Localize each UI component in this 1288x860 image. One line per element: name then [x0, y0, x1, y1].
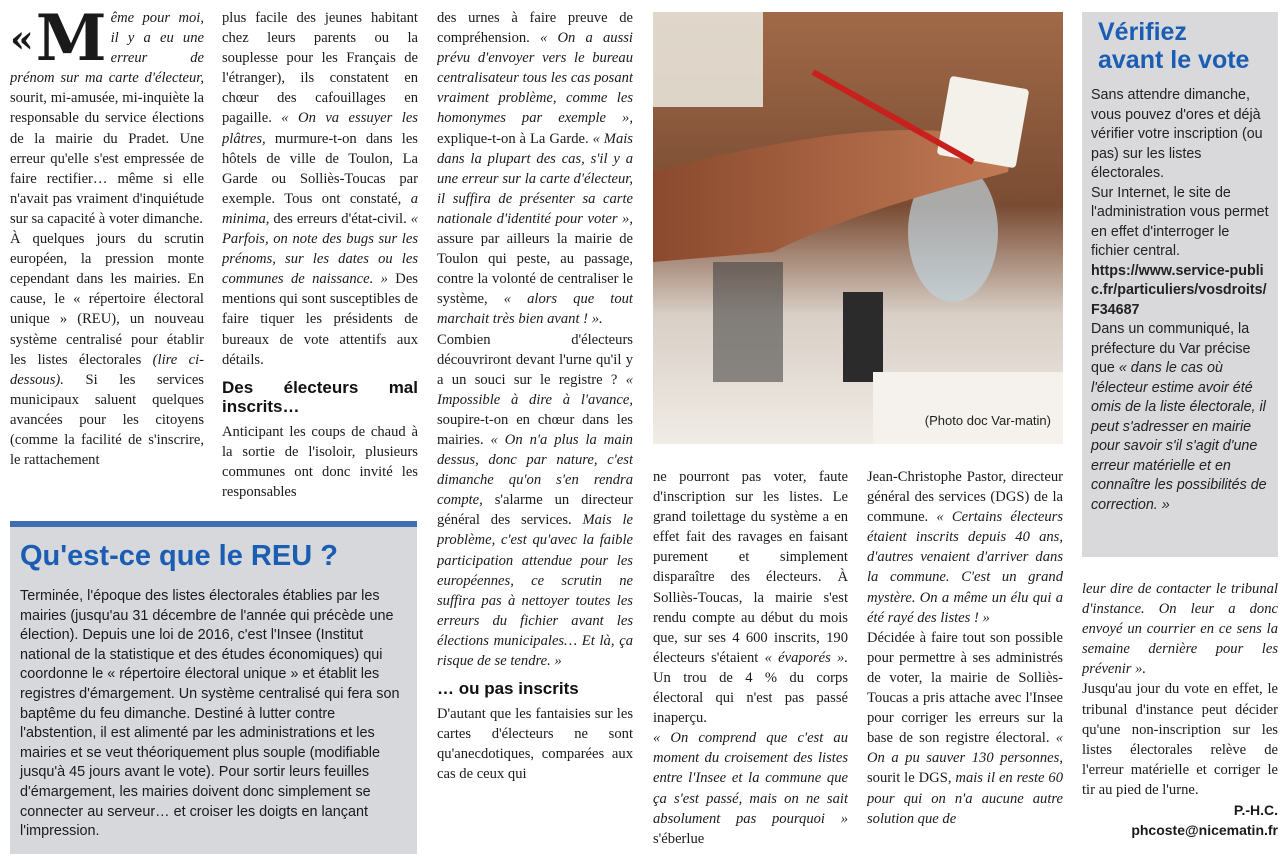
paragraph: Décidée à faire tout son possible pour permettre à ses administrés de voter, la mairie de Solliès-Toucas a pris attache avec l'Insee pour corriger les erreurs sur la base de son registre électoral. « On a pu sauver 130 personnes, sourit le DGS, mais il en reste 60 pour qui on n'a aucune autre solution que de — [867, 629, 1063, 827]
paragraph: Jusqu'au jour du vote en effet, le tribunal d'instance peut décider qu'une non-inscription sur les listes électorales relève de l'erreur matérielle et corriger le tir au pied de l'urne. — [1082, 681, 1278, 798]
subheading: Des électeurs mal inscrits… — [222, 377, 418, 416]
photo-credit: (Photo doc Var-matin) — [924, 413, 1051, 428]
author-initials: P.-H.C. — [1233, 802, 1278, 819]
paragraph: Anticipant les coups de chaud à la sortie de l'isoloir, plusieurs communes ont donc invité les responsables — [222, 423, 418, 500]
article-column-4 — [653, 467, 848, 857]
reu-box-body: Terminée, l'époque des listes électorales établies par les mairies (jusqu'au 31 décembre de l'année qui précède une élection). Depuis une loi de 2016, c'est l'Insee (Institut national de la statistique et des études économiques) qui coordonne le « répertoire électoral unique » et établit les registres d'émargement. Un système centralisé qui fera son baptême du feu dimanche. Destiné à lutter contre l'abstention, il est alimenté par les administrations et les mairies et se veut théoriquement plus souple (modifiable jusqu'à 45 jours avant le vote). Pour sortir leurs feuilles d'émargement, les mairies doivent donc simplement se connecter au serveur… et croiser les doigts en lançant l'impression. — [20, 588, 400, 840]
paragraph: Sur Internet, le site de l'administration vous permet en effet d'interroger le fichier central. — [1091, 184, 1269, 259]
reu-explainer-box — [10, 521, 417, 854]
paragraph: Jean-Christophe Pastor, directeur général des services (DGS) de la commune. « Certains électeurs étaient inscrits depuis 40 ans, d'autres venaient d'arriver dans la commune. C'est un grand mystère. On a même un élu qui a été rayé des listes ! » — [867, 469, 1063, 626]
paragraph: ême pour moi, il y a eu une erreur de prénom sur ma carte d'électeur, sourit, mi-amusée, mi-inquiète la responsable du service élections de la mairie du Pradet. Une erreur qu'elle s'est empressée de faire rectifier… même si elle n'avait pas vraiment d'inquiétude sur sa capacité à voter dimanche. — [10, 10, 204, 227]
article-column-1 — [10, 8, 204, 508]
paragraph: Combien d'électeurs découvriront devant l'urne qu'il y a un souci sur le registre ? « Impossible à dire à l'avance, soupire-t-on en chœur dans les mairies. « On n'a plus la main dessus, donc par nature, c'est dimanche qu'on s'en rendra compte, s'alarme un directeur général des services. Mais le problème, c'est qu'avec la faible participation attendue pour les européennes, ce scrutin ne suffira pas à nettoyer toutes les erreurs du fichier avant les élections municipales… Et là, ça risque de se tendre. » — [437, 331, 633, 669]
paragraph: « On comprend que c'est au moment du croisement des listes entre l'Insee et la commune que ça s'est passé, mais on ne sait absolument pas pourquoi » s'éberlue — [653, 730, 848, 847]
author-email[interactable]: phcoste@nicematin.fr — [1131, 822, 1278, 839]
verify-sidebar-box — [1082, 12, 1278, 557]
article-column-3 — [437, 8, 633, 856]
verify-box-body — [1082, 80, 1278, 515]
paragraph: Dans un communiqué, la préfecture du Var précise que « dans le cas où l'électeur estime avoir été omis de la liste électorale, il peut s'adresser en mairie pour savoir s'il s'agit d'une erreur matérielle et en connaître les possibilités de correction. » — [1091, 321, 1267, 513]
article-column-6 — [1082, 579, 1278, 857]
service-public-link[interactable]: https://www.service-public.fr/particuliers/vosdroits/F34687 — [1091, 262, 1267, 318]
voting-photo-illustration — [653, 12, 1063, 444]
drop-cap: «M — [10, 8, 107, 76]
reu-box-title: Qu'est-ce que le REU ? — [20, 540, 338, 572]
paragraph: Sans attendre dimanche, vous pouvez d'ores et déjà vérifier votre inscription (ou pas) sur les listes électorales. — [1091, 87, 1263, 181]
article-column-2 — [222, 8, 418, 508]
paragraph: ne pourront pas voter, faute d'inscription sur les listes. Le grand toilettage du système a en effet fait des ravages en faisant purement et simplement disparaître des électeurs. À Solliès-Toucas, la mairie s'est rendu compte au début du mois que, sur ses 4 600 inscrits, 190 électeurs s'étaient « évaporés ». Un trou de 4 % du corps électoral qui n'est pas passé inaperçu. — [653, 469, 848, 727]
subheading: … ou pas inscrits — [437, 679, 579, 699]
paragraph: leur dire de contacter le tribunal d'instance. On leur a donc envoyé un courrier en ce sens la semaine dernière pour les prévenir ». — [1082, 581, 1278, 678]
paragraph: À quelques jours du scrutin européen, la pression monte cependant dans les mairies. En cause, le « répertoire électoral unique » (REU), un nouveau système centralisé pour établir les listes électorales (lire ci-dessous). Si les services municipaux saluent quelques avancées pour les citoyens (comme la facilité de s'inscrire, le rattachement — [10, 231, 204, 469]
paragraph: D'autant que les fantaisies sur les cartes d'électeurs ne sont qu'anecdotiques, comparées aux cas de ceux qui — [437, 706, 633, 783]
paragraph: plus facile des jeunes habitant chez leurs parents ou la souplesse pour les Français de l'étranger), ils constatent en chœur des cafouillages en pagaille. « On va essuyer les plâtres, murmure-t-on dans les hôtels de ville de Toulon, La Garde ou Solliès-Toucas par exemple. Tous ont constaté, a minima, des erreurs d'état-civil. « Parfois, on note des bugs sur les prénoms, sur les dates ou les communes de naissance. » Des mentions qui sont susceptibles de faire tiquer les présidents de bureaux de vote attentifs aux détails. — [222, 10, 418, 368]
article-photo — [653, 12, 1063, 444]
article-column-5 — [867, 467, 1063, 857]
verify-box-title: Vérifiez avant le vote — [1098, 18, 1250, 74]
paragraph: des urnes à faire preuve de compréhension. « On a aussi prévu d'envoyer vers le bureau centralisateur tous les cas posant vraiment problème, comme les homonymes par exemple », explique-t-on à La Garde. « Mais dans la plupart des cas, s'il y a une erreur sur la carte d'électeur, il suffira de présenter sa carte nationale d'identité pour voter », assure par ailleurs la mairie de Toulon qui peste, au passage, contre la volonté de centraliser le système, « alors que tout marchait très bien avant ! ». — [437, 10, 633, 328]
